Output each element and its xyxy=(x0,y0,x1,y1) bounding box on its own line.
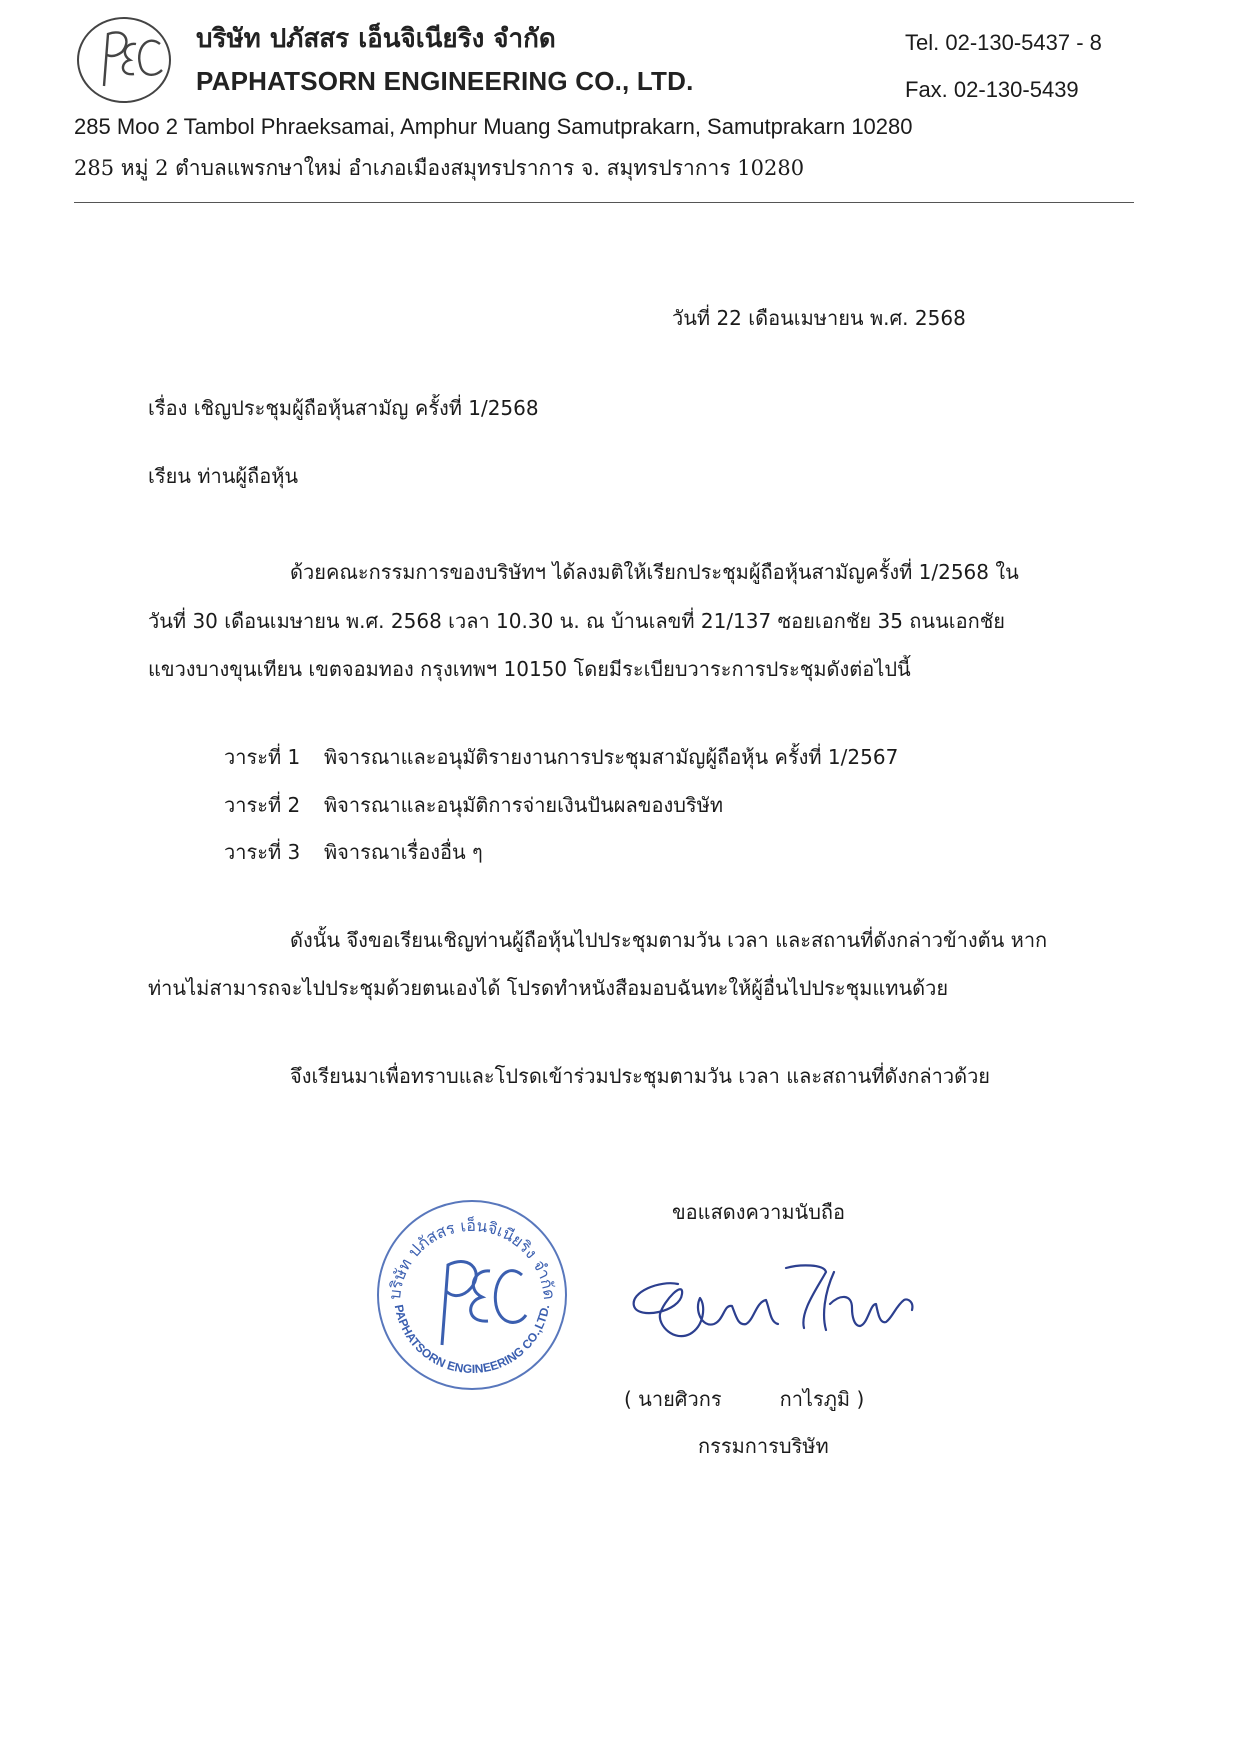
seal-text-english: PAPHATSORN ENGINEERING CO.,LTD. xyxy=(391,1303,553,1377)
signature-scribble-icon xyxy=(620,1250,930,1360)
agenda-text: พิจารณาและอนุมัติรายงานการประชุมสามัญผู้ถือหุ้น ครั้งที่ 1/2567 xyxy=(324,745,899,769)
signer-close-paren: ) xyxy=(856,1387,865,1411)
paragraph-1-line-2: วันที่ 30 เดือนเมษายน พ.ศ. 2568 เวลา 10.30 น. ณ บ้านเลขที่ 21/137 ซอยเอกชัย 35 ถนนเอกชัย xyxy=(148,609,1006,633)
address-thai: 285 หมู่ 2 ตำบลแพรกษาใหม่ อำเภอเมืองสมุทรปราการ จ. สมุทรปราการ 10280 xyxy=(74,156,805,180)
signer-open-paren: ( xyxy=(624,1387,632,1411)
agenda-number: วาระที่ 3 xyxy=(224,840,301,864)
agenda-text: พิจารณาและอนุมัติการจ่ายเงินปันผลของบริษัท xyxy=(324,793,724,817)
regards-line: ขอแสดงความนับถือ xyxy=(672,1200,846,1224)
agenda-text: พิจารณาเรื่องอื่น ๆ xyxy=(324,840,483,864)
paragraph-1-line-3: แขวงบางขุนเทียน เขตจอมทอง กรุงเทพฯ 10150 โดยมีระเบียบวาระการประชุมดังต่อไปนี้ xyxy=(148,657,911,681)
seal-text-thai: บริษัท ปภัสสร เอ็นจิเนียริง จำกัด xyxy=(384,1215,560,1301)
fax-number: Fax. 02-130-5439 xyxy=(905,77,1079,102)
address-english: 285 Moo 2 Tambol Phraeksamai, Amphur Muang Samutprakarn, Samutprakarn 10280 xyxy=(74,114,913,139)
agenda-item xyxy=(224,741,898,773)
signer-name-line xyxy=(624,1383,864,1415)
company-name-english: PAPHATSORN ENGINEERING CO., LTD. xyxy=(196,66,694,96)
closing-paragraph: จึงเรียนมาเพื่อทราบและโปรดเข้าร่วมประชุมตามวัน เวลา และสถานที่ดังกล่าวด้วย xyxy=(290,1064,991,1088)
signer-first-name: นายศิวกร xyxy=(638,1387,722,1411)
company-name-thai: บริษัท ปภัสสร เอ็นจิเนียริง จำกัด xyxy=(196,24,556,54)
paragraph-2-line-1: ดังนั้น จึงขอเรียนเชิญท่านผู้ถือหุ้นไปประชุมตามวัน เวลา และสถานที่ดังกล่าวข้างต้น หาก xyxy=(290,928,1048,952)
signer-title: กรรมการบริษัท xyxy=(698,1434,829,1458)
company-logo-icon xyxy=(74,14,174,106)
telephone-number: Tel. 02-130-5437 - 8 xyxy=(905,30,1102,55)
agenda-item xyxy=(224,836,483,868)
paragraph-2-line-2: ท่านไม่สามารถจะไปประชุมด้วยตนเองได้ โปรดทำหนังสือมอบฉันทะให้ผู้อื่นไปประชุมแทนด้วย xyxy=(148,976,949,1000)
header-divider xyxy=(74,202,1134,203)
letter-subject: เรื่อง เชิญประชุมผู้ถือหุ้นสามัญ ครั้งที่ 1/2568 xyxy=(148,396,539,420)
company-seal-icon xyxy=(372,1195,572,1395)
agenda-item xyxy=(224,789,723,821)
letter-date: วันที่ 22 เดือนเมษายน พ.ศ. 2568 xyxy=(672,306,966,330)
agenda-number: วาระที่ 1 xyxy=(224,745,301,769)
signer-last-name: กาไรภูมิ xyxy=(779,1387,851,1411)
agenda-number: วาระที่ 2 xyxy=(224,793,301,817)
letter-salutation: เรียน ท่านผู้ถือหุ้น xyxy=(148,464,299,488)
paragraph-1-line-1: ด้วยคณะกรรมการของบริษัทฯ ได้ลงมติให้เรียกประชุมผู้ถือหุ้นสามัญครั้งที่ 1/2568 ใน xyxy=(290,560,1019,584)
